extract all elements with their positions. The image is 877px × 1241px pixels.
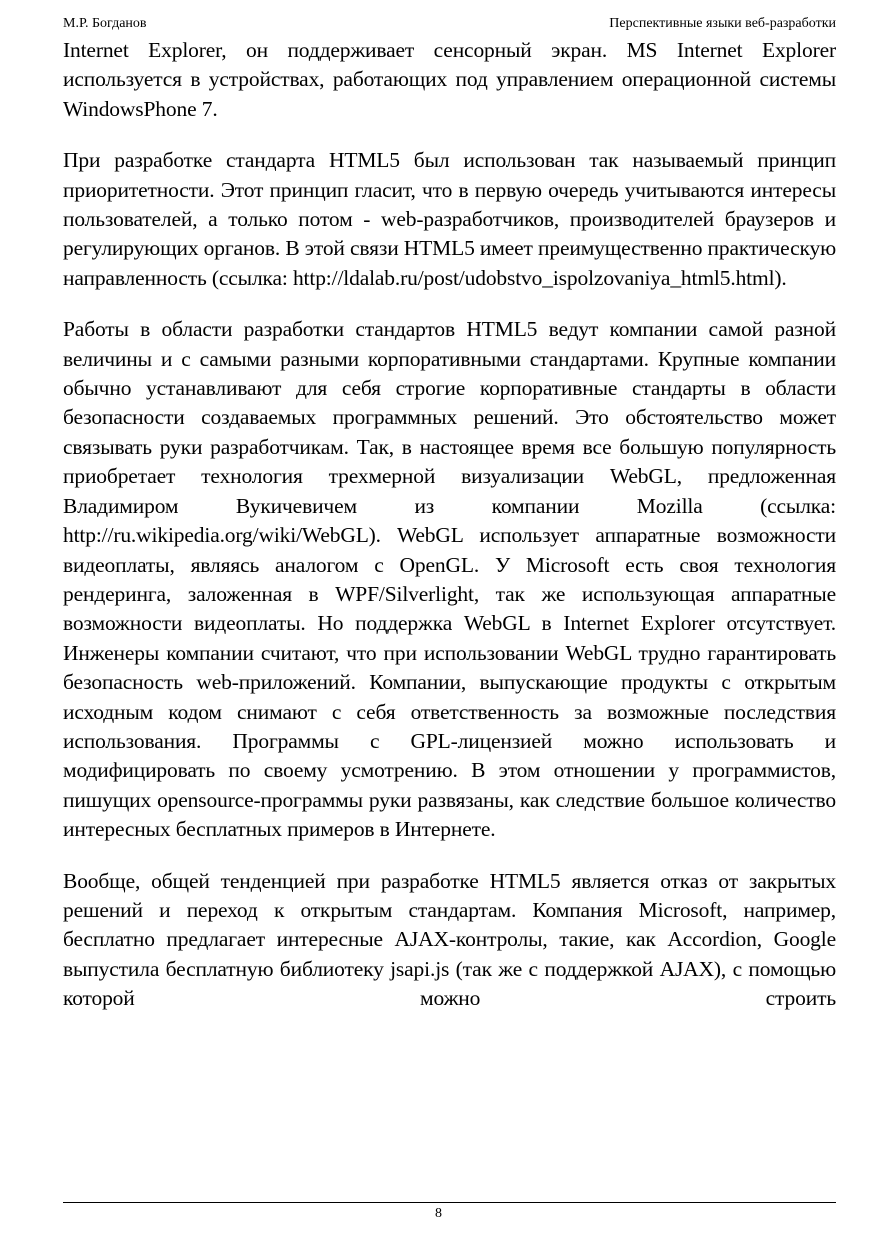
paragraph-open-standards: Вообще, общей тенденцией при разработке HTML5 является отказ от закрытых решений и переход к открытым стандартам. Компания Microsoft, например, бесплатно предлагает интересные AJAX-контролы, такие, как Accordion, Google выпустила бесплатную библиотеку jsapi.js (так же с поддержкой AJAX), с помощью которой можно строить xyxy=(63,868,836,1011)
paragraph-continuation: Internet Explorer, он поддерживает сенсорный экран. MS Internet Explorer используется в устройствах, работающих под управлением операционной системы WindowsPhone 7. xyxy=(63,38,836,121)
header-author: М.Р. Богданов xyxy=(63,16,147,31)
page-header xyxy=(63,14,836,34)
paragraph-priority-principle: При разработке стандарта HTML5 был использован так называемый принцип приоритетности. Этот принцип гласит, что в первую очередь учитываются интересы пользователей, а только потом - web-разработчиков, производителей браузеров и регулирующих органов. В этой связи HTML5 имеет преимущественно практическую направленность (ссылка: http://ldalab.ru/post/udobstvo_ispolzovaniya_html5.html). xyxy=(63,148,836,290)
header-title: Перспективные языки веб-разработки xyxy=(609,16,836,31)
body-text xyxy=(63,36,836,1014)
footer-divider xyxy=(63,1202,836,1203)
page-number: 8 xyxy=(435,1206,442,1221)
paragraph-standards-work: Работы в области разработки стандартов HTML5 ведут компании самой разной величины и с самыми разными корпоративными стандартами. Крупные компании обычно устанавливают для себя строгие корпоративные стандарты в области безопасности создаваемых программных решений. Это обстоятельство может связывать руки разработчикам. Так, в настоящее время все большую популярность приобретает технология трехмерной визуализации WebGL, предложенная Владимиром Вукичевичем из компании Mozilla (ссылка: http://ru.wikipedia.org/wiki/WebGL). WebGL использует аппаратные возможности видеоплаты, являясь аналогом с OpenGL. У Microsoft есть своя технология рендеринга, заложенная в WPF/Silverlight, так же использующая аппаратные возможности видеоплаты. Но поддержка WebGL в Internet Explorer отсутствует. Инженеры компании считают, что при использовании WebGL трудно гарантировать безопасность web-приложений. Компании, выпускающие продукты с открытым исходным кодом снимают с себя ответственность за возможные последствия использования. Программы с GPL-лицензией можно использовать и модифицировать по своему усмотрению. В этом отношении у программистов, пишущих opensource-программы руки развязаны, как следствие большое количество интересных бесплатных примеров в Интернете. xyxy=(63,317,836,842)
